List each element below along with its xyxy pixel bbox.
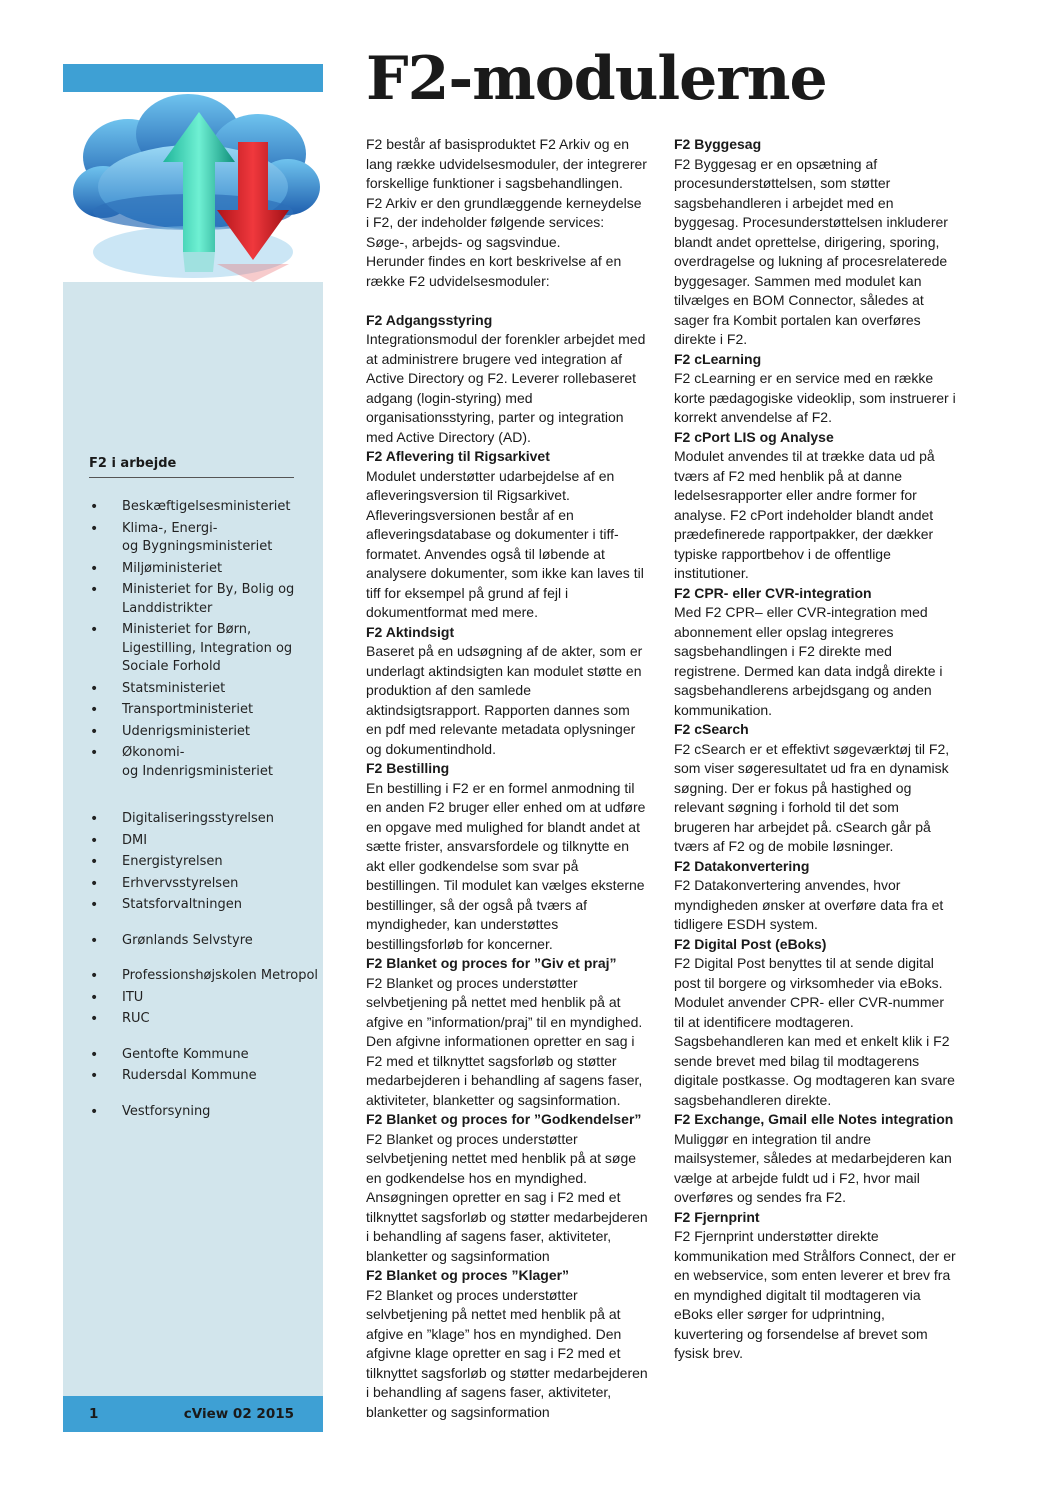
organization-list-item: • Rudersdal Kommune bbox=[89, 1067, 319, 1086]
module-heading: F2 CPR- eller CVR-integration bbox=[674, 584, 872, 601]
module-heading: F2 Aktindsigt bbox=[366, 623, 455, 640]
organization-list-item: • Vestforsyning bbox=[89, 1103, 319, 1122]
organization-list-item: • Digitaliseringsstyrelsen bbox=[89, 810, 319, 829]
module-heading: F2 Blanket og proces for ”Giv et praj” bbox=[366, 955, 617, 971]
module-text: Med F2 CPR– eller CVR-integration med abonnement eller opslag integreres sagsbehandlingen i F2 direkte med registrene. Dermed kan data indgå direkte i sagsbehandlerens arbejdsgang og anden kommunikation. bbox=[674, 604, 943, 718]
organization-list-item: • ITU bbox=[89, 989, 319, 1008]
organization-list-item: • Økonomi- og Indenrigsministeriet bbox=[89, 744, 319, 781]
module-heading: F2 Blanket og proces ”Klager” bbox=[366, 1267, 570, 1283]
module-text: F2 Digital Post benyttes til at sende digital post til borgere og virksomheder via eBoks. Modulet anvender CPR- eller CVR-nummer til at identificere modtageren. Sagsbehandleren kan med et enkelt klik i F2 sende brevet med bilag til modtagerens digitale postkasse. Og modtageren kan svare sagsbehandleren direkte. bbox=[674, 955, 955, 1108]
organization-list-item: • Energistyrelsen bbox=[89, 853, 319, 872]
organization-list-item: • Erhvervsstyrelsen bbox=[89, 875, 319, 894]
module-heading: F2 Adgangsstyring bbox=[366, 311, 493, 328]
module-text: F2 Blanket og proces understøtter selvbetjening på nettet med henblik på at afgive en ”information/praj” til en myndighed. Den afgivne informationen opretter en sag i F2 med et tilknyttet sagsforløb og støtter medarbejderen i behandling af sagens faser, aktiviteter, blanketter og sagsinformation. bbox=[366, 974, 643, 1108]
organization-list-item: • Beskæftigelsesministeriet bbox=[89, 498, 319, 517]
article-column-2 bbox=[674, 135, 956, 1364]
page-number: 1 bbox=[89, 1406, 99, 1422]
module-text: F2 cLearning er en service med en række korte pædagogiske videoklip, som instruerer i korrekt anvendelse af F2. bbox=[674, 370, 956, 425]
module-heading: F2 Blanket og proces for ”Godkendelser” bbox=[366, 1111, 642, 1127]
organization-list-item: • RUC bbox=[89, 1010, 319, 1029]
page-footer bbox=[63, 1396, 323, 1432]
module-text: F2 Fjernprint understøtter direkte kommunikation med Strålfors Connect, der er en webservice, som enten leverer et brev fra en myndighed digitalt til modtageren via eBoks eller sørger for udprintning, kuvertering og forsendelse af brevet som fysisk brev. bbox=[674, 1228, 956, 1361]
module-text: Integrationsmodul der forenkler arbejdet med at administrere brugere ved integration af Active Directory og F2. Leverer rollebaseret adgang (login-styring) med organisationsstyring, parter og integration med Active Directory (AD). bbox=[366, 331, 646, 445]
module-heading: F2 Exchange, Gmail elle Notes integration bbox=[674, 1111, 954, 1127]
sidebar-heading: F2 i arbejde bbox=[89, 456, 294, 478]
module-heading: F2 cSearch bbox=[674, 721, 749, 737]
organization-list-item: • Ministeriet for Børn, Ligestilling, Integration og Sociale Forhold bbox=[89, 621, 319, 677]
module-heading: F2 Byggesag bbox=[674, 136, 762, 152]
page-title: F2-modulerne bbox=[366, 44, 827, 114]
module-heading: F2 Datakonvertering bbox=[674, 857, 810, 874]
module-heading: F2 Fjernprint bbox=[674, 1208, 760, 1225]
intro-paragraph: F2 består af basisproduktet F2 Arkiv og en lang række udvidelsesmoduler, der integrerer forskellige funktioner i sagsbehandlingen. bbox=[366, 136, 647, 191]
module-heading: F2 Aflevering til Rigsarkivet bbox=[366, 448, 550, 464]
organization-list-item: • Miljøministeriet bbox=[89, 560, 319, 579]
module-heading: F2 cPort LIS og Analyse bbox=[674, 428, 834, 445]
module-text: Baseret på en udsøgning af de akter, som er underlagt aktindsigten kan modulet støtte en produktion af den samlede aktindsigtsrapport. Rapporten dannes som en pdf med relevante metadata oplysninger og dokumentindhold. bbox=[366, 643, 643, 757]
issue-label: cView 02 2015 bbox=[183, 1406, 294, 1422]
module-text: Modulet understøtter udarbejdelse af en afleveringsversion til Rigsarkivet. Afleveringsversionen består af en afleveringsdatabase og dokumenter i tiff-formatet. Anvendes også til løbende at analysere dokumenter, som ikke kan laves til tiff for eksempel på grund af fejl i dokumentformat med mere. bbox=[366, 467, 644, 620]
article-column-1 bbox=[366, 135, 648, 1422]
organization-list-item: • Klima-, Energi- og Bygningsministeriet bbox=[89, 520, 319, 557]
organization-list-item: • Ministeriet for By, Bolig og Landdistrikter bbox=[89, 581, 319, 618]
module-heading: F2 cLearning bbox=[674, 350, 762, 367]
cloud-upload-download-icon bbox=[63, 92, 323, 282]
organization-list-item: • Statsforvaltningen bbox=[89, 896, 319, 915]
organization-list-item: • DMI bbox=[89, 832, 319, 851]
module-text: Modulet anvendes til at trække data ud på tværs af F2 med henblik på at danne ledelsesrapporter eller andre former for analyse. F2 cPort indeholder blandt andet prædefinerede rapportpakker, der dækker typiske rapportbehov i de offentlige institutioner. bbox=[674, 448, 935, 581]
module-text: F2 Byggesag er en opsætning af procesunderstøttelsen, som støtter sagsbehandleren i arbejdet med en byggesag. Procesunderstøttelsen inkluderer blandt andet oprettelse, dirigering, sporing, overdragelse og lukning af procesrelaterede byggesager. Sammen med modulet kan tilvælges en BOM Connector, således at sager fra Kombit portalen kan overføres direkte i F2. bbox=[674, 155, 948, 347]
cloud-arrows-image bbox=[63, 92, 323, 282]
sidebar-accent-bar bbox=[63, 64, 323, 92]
organization-list-item: • Udenrigsministeriet bbox=[89, 723, 319, 742]
spacer bbox=[366, 291, 648, 311]
module-text: F2 cSearch er et effektivt søgeværktøj til F2, som viser søgeresultatet ud fra en dynamisk søgning. Der er fokus på hastighed og relevant søgning i forhold til det som brugeren har arbejdet på. cSearch går på tværs af F2 og de mobile løsninger. bbox=[674, 740, 950, 854]
organization-list bbox=[89, 498, 319, 1124]
module-heading: F2 Digital Post (eBoks) bbox=[674, 935, 827, 952]
organization-list-item: • Professionshøjskolen Metropol bbox=[89, 967, 319, 986]
sidebar bbox=[63, 64, 323, 1432]
module-text: F2 Datakonvertering anvendes, hvor myndigheden ønsker at overføre data fra et tidligere ESDH system. bbox=[674, 877, 944, 932]
module-text: Muliggør en integration til andre mailsystemer, således at medarbejderen kan vælge at arbejde fuldt ud i F2, hvor mail overføres og sendes fra F2. bbox=[674, 1130, 952, 1205]
module-text: En bestilling i F2 er en formel anmodning til en anden F2 bruger eller enhed om at udføre en opgave med mulighed for blandt andet at sætte frister, ansvarsfordele og tilknytte en akt eller godkendelse som svar på bestillingen. Til modulet kan vælges eksterne bestillinger, så der også på tværs af myndigheder, kan understøttes bestillingsforløb for koncerner. bbox=[366, 779, 646, 952]
organization-list-item: • Transportministeriet bbox=[89, 701, 319, 720]
organization-list-item: • Statsministeriet bbox=[89, 680, 319, 699]
intro-paragraph: Herunder findes en kort beskrivelse af en række F2 udvidelsesmoduler: bbox=[366, 253, 622, 289]
organization-list-item: • Grønlands Selvstyre bbox=[89, 932, 319, 951]
module-heading: F2 Bestilling bbox=[366, 760, 450, 776]
organization-list-item: • Gentofte Kommune bbox=[89, 1046, 319, 1065]
intro-paragraph: F2 Arkiv er den grundlæggende kerneydelse i F2, der indeholder følgende services: Søge-, arbejds- og sagsvindue. bbox=[366, 194, 642, 250]
module-text: F2 Blanket og proces understøtter selvbetjening på nettet med henblik på at afgive en ”klage” hos en myndighed. Den afgivne klage opretter en sag i F2 med et tilknyttet sagsforløb og støtter medarbejderen i behandling af sagens faser, aktiviteter, blanketter og sagsinformation bbox=[366, 1286, 648, 1420]
module-text: F2 Blanket og proces understøtter selvbetjening nettet med henblik på at søge en godkendelse hos en myndighed. Ansøgningen opretter en sag i F2 med et tilknyttet sagsforløb og støtter medarbejderen i behandling af sagens faser, aktiviteter, blanketter og sagsinformation bbox=[366, 1130, 648, 1264]
